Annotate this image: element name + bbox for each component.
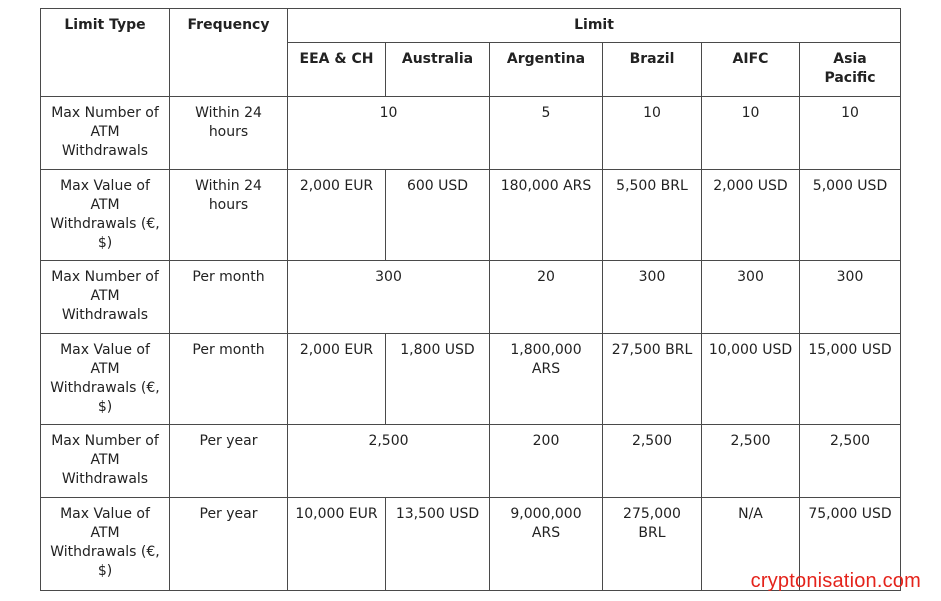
cell-brazil: 10 [603,97,702,170]
header-region-asia-pacific: Asia Pacific [800,43,901,97]
header-limit-type: Limit Type [41,9,170,97]
row-limit-type: Max Number of ATM Withdrawals [41,97,170,170]
header-region-brazil: Brazil [603,43,702,97]
cell-aifc: 10 [702,97,800,170]
cell-eea-australia: 10 [288,97,490,170]
cell-australia: 600 USD [386,170,490,261]
table-row [41,170,901,261]
header-region-australia: Australia [386,43,490,97]
header-limit: Limit [288,9,901,43]
table-row [41,334,901,425]
row-limit-type: Max Value of ATM Withdrawals (€, $) [41,498,170,591]
cell-argentina: 180,000 ARS [490,170,603,261]
cell-aifc: 10,000 USD [702,334,800,425]
cell-asia-pacific: 5,000 USD [800,170,901,261]
cell-aifc: 300 [702,261,800,334]
cell-brazil: 2,500 [603,425,702,498]
row-frequency: Per month [170,334,288,425]
header-frequency: Frequency [170,9,288,97]
cell-argentina: 5 [490,97,603,170]
row-limit-type: Max Value of ATM Withdrawals (€, $) [41,334,170,425]
row-frequency: Within 24 hours [170,170,288,261]
row-frequency: Per year [170,498,288,591]
cell-eea-australia: 2,500 [288,425,490,498]
header-region-aifc: AIFC [702,43,800,97]
cell-australia: 1,800 USD [386,334,490,425]
cell-asia-pacific: 75,000 USD [800,498,901,591]
cell-aifc: 2,500 [702,425,800,498]
cell-aifc: 2,000 USD [702,170,800,261]
cell-asia-pacific: 10 [800,97,901,170]
header-region-argentina: Argentina [490,43,603,97]
cell-eea-ch: 2,000 EUR [288,334,386,425]
table-row [41,425,901,498]
row-limit-type: Max Number of ATM Withdrawals [41,425,170,498]
cell-australia: 13,500 USD [386,498,490,591]
atm-limits-table [40,8,901,591]
cell-eea-australia: 300 [288,261,490,334]
cell-argentina: 9,000,000 ARS [490,498,603,591]
cell-brazil: 27,500 BRL [603,334,702,425]
cell-eea-ch: 2,000 EUR [288,170,386,261]
watermark: cryptonisation.com [750,570,921,592]
cell-aifc: N/A [702,498,800,591]
cell-argentina: 1,800,000 ARS [490,334,603,425]
cell-asia-pacific: 15,000 USD [800,334,901,425]
table-row [41,97,901,170]
cell-brazil: 5,500 BRL [603,170,702,261]
cell-eea-ch: 10,000 EUR [288,498,386,591]
row-frequency: Per month [170,261,288,334]
cell-argentina: 200 [490,425,603,498]
row-frequency: Within 24 hours [170,97,288,170]
row-limit-type: Max Value of ATM Withdrawals (€, $) [41,170,170,261]
row-frequency: Per year [170,425,288,498]
header-region-eea-ch: EEA & CH [288,43,386,97]
cell-brazil: 275,000 BRL [603,498,702,591]
cell-asia-pacific: 2,500 [800,425,901,498]
cell-argentina: 20 [490,261,603,334]
table-row [41,261,901,334]
row-limit-type: Max Number of ATM Withdrawals [41,261,170,334]
cell-brazil: 300 [603,261,702,334]
cell-asia-pacific: 300 [800,261,901,334]
